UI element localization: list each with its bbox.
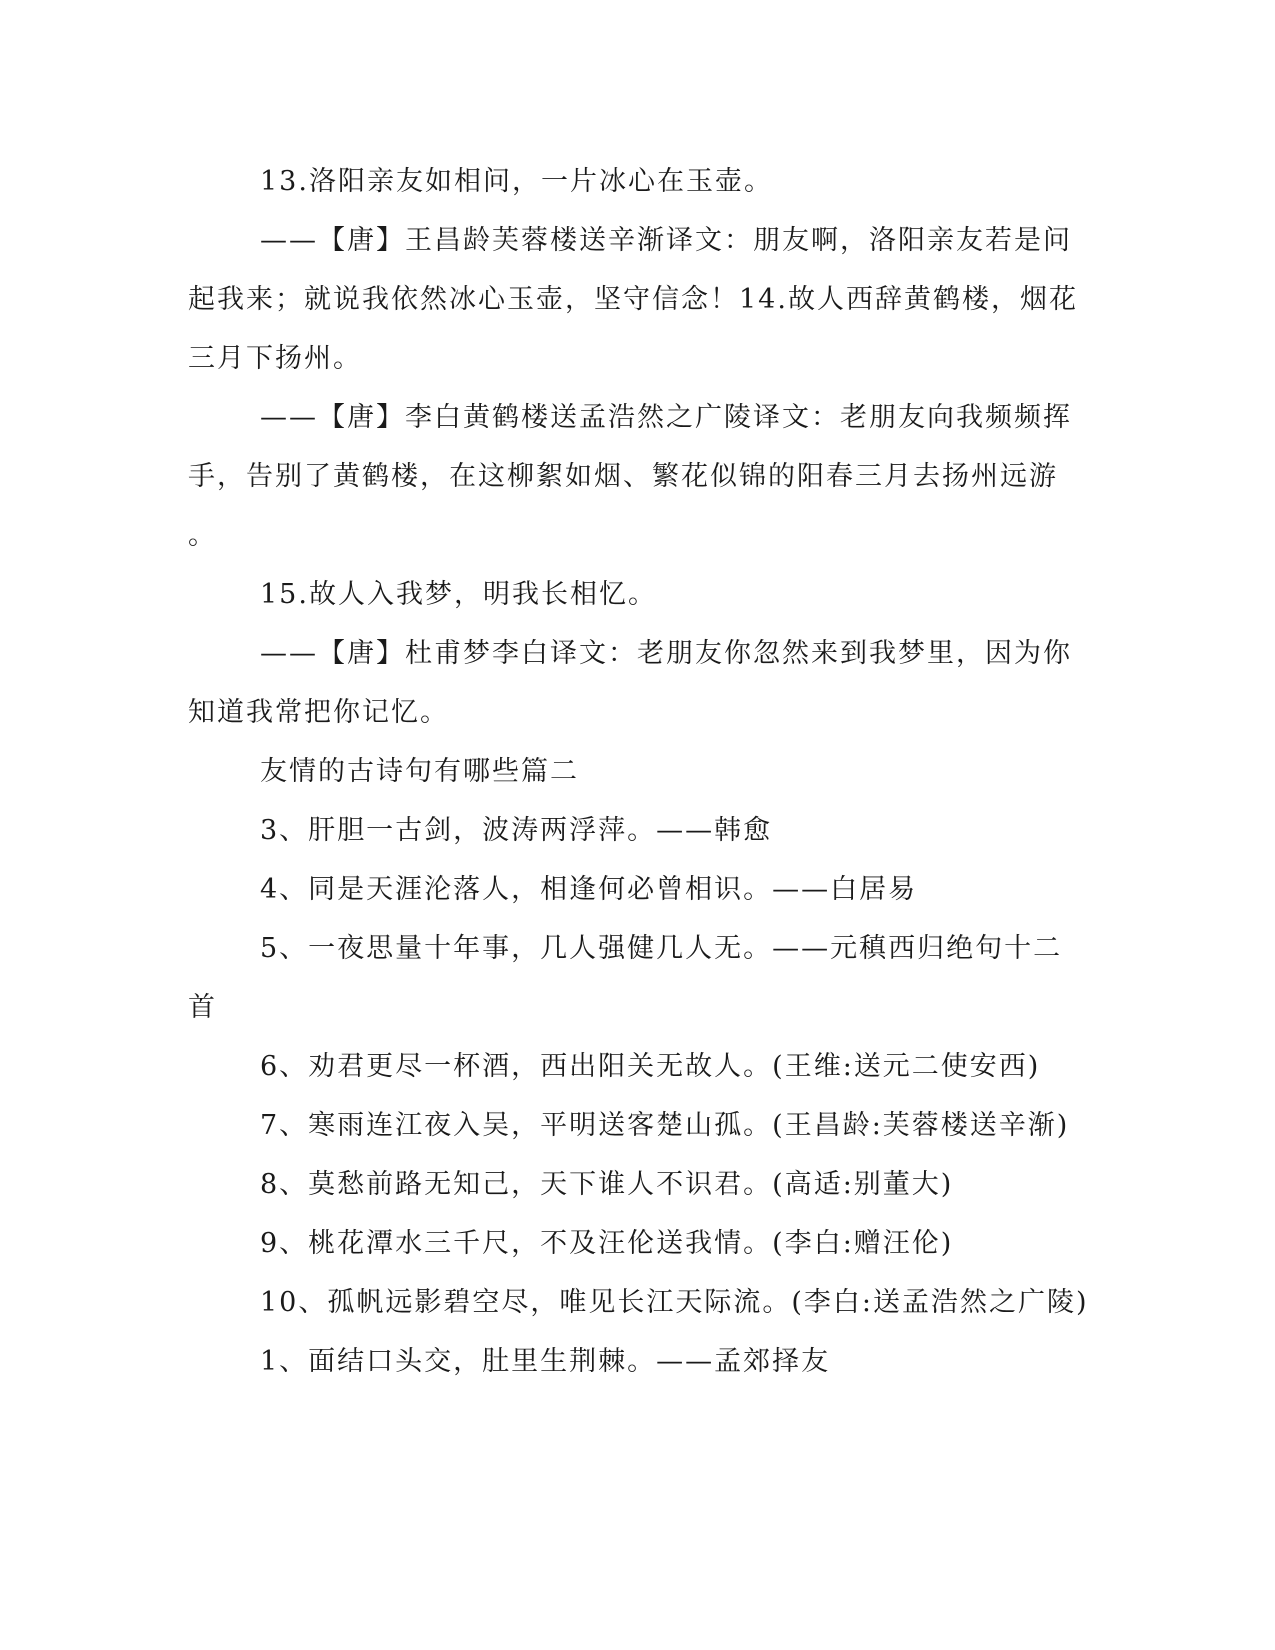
list-item: 10、孤帆远影碧空尽，唯见长江天际流。(李白:送孟浩然之广陵): [260, 1287, 1089, 1318]
translation-line: 手，告别了黄鹤楼，在这柳絮如烟、繁花似锦的阳春三月去扬州远游: [188, 461, 1058, 492]
translation-line: 。: [188, 520, 217, 551]
list-item: 8、莫愁前路无知己，天下谁人不识君。(高适:别董大): [260, 1169, 954, 1200]
poem-line-15: 15.故人入我梦，明我长相忆。: [260, 579, 657, 610]
poem-line-continuation: 三月下扬州。: [188, 343, 362, 374]
list-item: 5、一夜思量十年事，几人强健几人无。——元稹西归绝句十二: [260, 933, 1063, 964]
translation-line: ——【唐】李白黄鹤楼送孟浩然之广陵译文：老朋友向我频频挥: [260, 402, 1072, 433]
poem-line-13: 13.洛阳亲友如相问，一片冰心在玉壶。: [260, 166, 773, 197]
list-item: 9、桃花潭水三千尺，不及汪伦送我情。(李白:赠汪伦): [260, 1228, 954, 1259]
list-item-continuation: 首: [188, 992, 217, 1023]
list-item: 3、肝胆一古剑，波涛两浮萍。——韩愈: [260, 815, 773, 846]
list-item: 4、同是天涯沦落人，相逢何必曾相识。——白居易: [260, 874, 918, 905]
list-item: 6、劝君更尽一杯酒，西出阳关无故人。(王维:送元二使安西): [260, 1051, 1041, 1082]
section-heading: 友情的古诗句有哪些篇二: [260, 756, 579, 787]
translation-line: 起我来；就说我依然冰心玉壶，坚守信念！14.故人西辞黄鹤楼，烟花: [188, 284, 1078, 315]
list-item: 1、面结口头交，肚里生荆棘。——孟郊择友: [260, 1346, 831, 1377]
translation-line: ——【唐】杜甫梦李白译文：老朋友你忽然来到我梦里，因为你: [260, 638, 1072, 669]
translation-line: ——【唐】王昌龄芙蓉楼送辛渐译文：朋友啊，洛阳亲友若是问: [260, 225, 1072, 256]
translation-line: 知道我常把你记忆。: [188, 697, 449, 728]
list-item: 7、寒雨连江夜入吴，平明送客楚山孤。(王昌龄:芙蓉楼送辛渐): [260, 1110, 1070, 1141]
